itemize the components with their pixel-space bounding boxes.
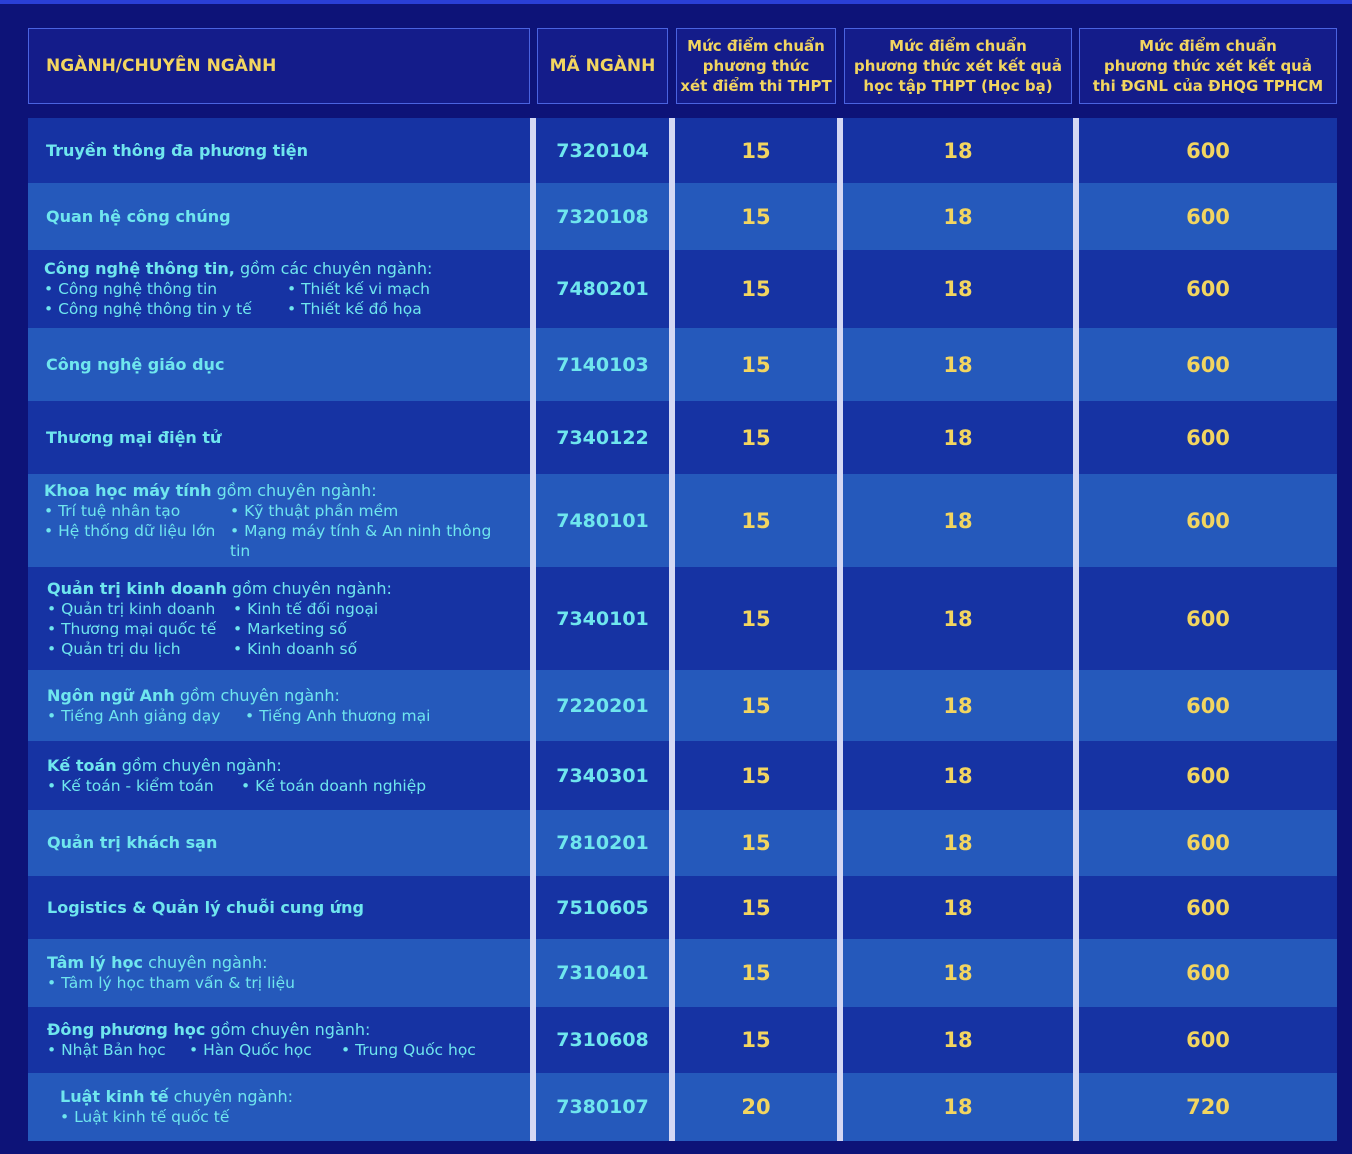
- specialization-list: [47, 776, 461, 796]
- table-row: [28, 670, 1337, 741]
- table-row: [28, 250, 1337, 328]
- specialization-item: • Thiết kế đồ họa: [287, 300, 422, 318]
- major-name-cell: [28, 1007, 530, 1073]
- header-major: NGÀNH/CHUYÊN NGÀNH: [28, 28, 530, 104]
- major-name: [44, 259, 487, 319]
- major-name: [47, 953, 347, 993]
- major-name: [47, 1020, 501, 1060]
- dgnl-score: 600: [1186, 508, 1230, 533]
- specialization-item: • Marketing số: [233, 619, 347, 638]
- specialization-item: • Công nghệ thông tin: [44, 280, 218, 298]
- thpt-score: 15: [741, 1028, 771, 1052]
- thpt-score: 15: [741, 204, 771, 229]
- dgnl-score: 600: [1186, 138, 1230, 163]
- header-code: MÃ NGÀNH: [537, 28, 668, 104]
- table-row: [28, 810, 1337, 876]
- major-title-rest: gồm chuyên ngành:: [174, 685, 340, 705]
- specialization-item: • Kinh tế đối ngoại: [233, 599, 379, 618]
- specialization-item: • Hệ thống dữ liệu lớn: [44, 521, 216, 540]
- column-separator: [530, 118, 536, 1141]
- major-title-bold: Quản trị kinh doanh: [47, 578, 227, 598]
- major-name: [46, 207, 231, 227]
- major-title: [46, 428, 221, 448]
- table-row: [28, 1007, 1337, 1073]
- major-name: [46, 428, 221, 448]
- dgnl-score: 600: [1186, 606, 1230, 631]
- major-name-cell: [28, 939, 530, 1007]
- column-separator: [669, 118, 675, 1141]
- major-title: [47, 686, 465, 706]
- major-name-cell: [28, 567, 530, 670]
- thpt-score: 15: [741, 895, 771, 920]
- hocba-score: 18: [943, 508, 973, 533]
- thpt-score: 15: [741, 277, 771, 301]
- specialization-item: • Công nghệ thông tin y tế: [44, 300, 252, 318]
- hocba-score: 18: [943, 1095, 973, 1119]
- column-separator: [1073, 118, 1079, 1141]
- hocba-score: 18: [943, 204, 973, 229]
- major-title: [47, 579, 433, 599]
- specialization-item: • Trung Quốc học: [341, 1041, 476, 1059]
- major-title: [46, 355, 224, 375]
- table-row: [28, 876, 1337, 939]
- specialization-item: • Tâm lý học tham vấn & trị liệu: [47, 974, 295, 992]
- bottom-margin: [0, 1141, 1352, 1154]
- major-title-bold: Quan hệ công chúng: [46, 206, 231, 226]
- major-title-bold: Logistics & Quản lý chuỗi cung ứng: [47, 897, 364, 917]
- major-code: 7340122: [556, 426, 649, 449]
- major-name-cell: [28, 741, 530, 810]
- thpt-score: 15: [741, 606, 771, 631]
- major-title-bold: Đông phương học: [47, 1020, 206, 1039]
- major-name: [60, 1087, 360, 1127]
- table-row: [28, 328, 1337, 401]
- major-name: [46, 141, 308, 161]
- major-code: 7340301: [556, 764, 649, 787]
- specialization-item: • Mạng máy tính & An ninh thông tin: [230, 521, 492, 560]
- thpt-score: 15: [741, 425, 771, 450]
- hocba-score: 18: [943, 352, 973, 377]
- specialization-list: [47, 1040, 501, 1060]
- dgnl-score: 600: [1186, 425, 1230, 450]
- thpt-score: 15: [741, 831, 771, 855]
- thpt-score: 15: [741, 138, 771, 163]
- major-code: 7340101: [556, 607, 649, 630]
- specialization-item: • Kế toán doanh nghiệp: [241, 776, 427, 795]
- major-title-rest: gồm chuyên ngành:: [226, 578, 392, 598]
- thpt-score: 15: [741, 763, 771, 788]
- specialization-list: [47, 599, 433, 659]
- table-header: [28, 28, 1337, 106]
- specialization-item: • Kế toán - kiểm toán: [47, 776, 214, 795]
- dgnl-score: 600: [1186, 1028, 1230, 1052]
- major-name-cell: [28, 810, 530, 876]
- specialization-item: • Luật kinh tế quốc tế: [60, 1108, 230, 1126]
- hocba-score: 18: [943, 895, 973, 920]
- major-title-bold: Kế toán: [47, 755, 117, 775]
- table-row: [28, 939, 1337, 1007]
- specialization-item: • Trí tuệ nhân tạo: [44, 501, 181, 520]
- major-name-cell: [28, 250, 530, 328]
- table-row: [28, 1073, 1337, 1141]
- specialization-list: [47, 973, 347, 993]
- table-row: [28, 118, 1337, 183]
- major-title: [47, 833, 217, 853]
- major-title-rest: chuyên ngành:: [143, 953, 268, 972]
- thpt-score: 15: [741, 508, 771, 533]
- major-code: 7480101: [556, 509, 649, 532]
- major-title: [60, 1087, 360, 1107]
- hocba-score: 18: [943, 763, 973, 788]
- hocba-score: 18: [943, 277, 973, 301]
- specialization-item: • Tiếng Anh giảng dạy: [47, 706, 221, 725]
- major-title-rest: gồm các chuyên ngành:: [234, 259, 433, 278]
- specialization-item: • Quản trị kinh doanh: [47, 599, 216, 618]
- table-row: [28, 474, 1337, 567]
- major-code: 7310608: [556, 1029, 649, 1051]
- hocba-score: 18: [943, 1028, 973, 1052]
- header-thpt-score: Mức điểm chuẩn phương thức xét điểm thi THPT: [676, 28, 836, 104]
- specialization-item: • Thiết kế vi mạch: [287, 280, 430, 298]
- major-code: 7810201: [556, 832, 649, 854]
- major-title: [46, 141, 308, 161]
- major-title-rest: chuyên ngành:: [168, 1087, 294, 1106]
- major-name: [47, 686, 465, 726]
- major-title-bold: Luật kinh tế: [60, 1087, 169, 1106]
- major-code: 7310401: [556, 962, 649, 984]
- specialization-item: • Kỹ thuật phần mềm: [230, 501, 399, 520]
- dgnl-score: 600: [1186, 693, 1230, 718]
- thpt-score: 15: [741, 961, 771, 985]
- major-name-cell: [28, 183, 530, 250]
- hocba-score: 18: [943, 606, 973, 631]
- dgnl-score: 600: [1186, 895, 1230, 920]
- admission-score-table: [28, 28, 1337, 1126]
- major-code: 7510605: [556, 896, 649, 919]
- column-separator: [837, 118, 843, 1141]
- major-name: [47, 833, 217, 853]
- major-title: [44, 259, 487, 279]
- major-title-bold: Ngôn ngữ Anh: [47, 685, 175, 705]
- specialization-item: • Quản trị du lịch: [47, 639, 181, 658]
- header-hocba-score: Mức điểm chuẩn phương thức xét kết quả học tập THPT (Học bạ): [844, 28, 1072, 104]
- major-name: [47, 756, 461, 796]
- major-title-bold: Công nghệ thông tin,: [44, 259, 235, 278]
- thpt-score: 15: [741, 693, 771, 718]
- major-name-cell: [28, 118, 530, 183]
- major-name-cell: [28, 474, 530, 567]
- major-title: [47, 756, 461, 776]
- dgnl-score: 600: [1186, 831, 1230, 855]
- hocba-score: 18: [943, 693, 973, 718]
- major-name-cell: [28, 876, 530, 939]
- specialization-item: • Thương mại quốc tế: [47, 619, 217, 638]
- major-title-bold: Quản trị khách sạn: [47, 833, 218, 852]
- major-title: [47, 953, 347, 973]
- dgnl-score: 600: [1186, 204, 1230, 229]
- major-title-bold: Truyền thông đa phương tiện: [46, 140, 308, 160]
- major-title-rest: gồm chuyên ngành:: [205, 1020, 371, 1039]
- dgnl-score: 600: [1186, 352, 1230, 377]
- specialization-item: • Hàn Quốc học: [189, 1041, 312, 1059]
- major-code: 7140103: [556, 353, 649, 376]
- major-name-cell: [28, 328, 530, 401]
- major-name: [47, 579, 433, 659]
- specialization-item: • Kinh doanh số: [233, 639, 358, 658]
- major-code: 7380107: [556, 1096, 649, 1118]
- major-name-cell: [28, 401, 530, 474]
- major-title-rest: gồm chuyên ngành:: [116, 755, 282, 775]
- thpt-score: 20: [741, 1095, 771, 1119]
- specialization-list: [44, 279, 487, 319]
- major-name: [46, 355, 224, 375]
- hocba-score: 18: [943, 831, 973, 855]
- major-code: 7220201: [556, 694, 649, 717]
- major-title: [47, 1020, 501, 1040]
- table-row: [28, 567, 1337, 670]
- specialization-list: [60, 1107, 360, 1127]
- hocba-score: 18: [943, 961, 973, 985]
- major-name: [47, 898, 364, 918]
- major-code: 7320104: [556, 139, 649, 162]
- major-title-bold: Khoa học máy tính: [44, 480, 212, 500]
- specialization-list: [44, 501, 510, 561]
- major-title: [46, 207, 231, 227]
- major-name-cell: [28, 1073, 530, 1141]
- major-title: [44, 481, 510, 501]
- major-code: 7480201: [556, 278, 649, 300]
- hocba-score: 18: [943, 425, 973, 450]
- major-title-rest: gồm chuyên ngành:: [211, 480, 377, 500]
- table-row: [28, 401, 1337, 474]
- hocba-score: 18: [943, 138, 973, 163]
- header-dgnl-score: Mức điểm chuẩn phương thức xét kết quả thi ĐGNL của ĐHQG TPHCM: [1079, 28, 1337, 104]
- dgnl-score: 720: [1186, 1095, 1230, 1119]
- thpt-score: 15: [741, 352, 771, 377]
- specialization-list: [47, 706, 465, 726]
- top-accent-bar: [0, 0, 1352, 4]
- table-row: [28, 183, 1337, 250]
- major-name: [44, 481, 510, 561]
- major-title: [47, 898, 364, 918]
- dgnl-score: 600: [1186, 277, 1230, 301]
- dgnl-score: 600: [1186, 763, 1230, 788]
- table-row: [28, 741, 1337, 810]
- specialization-item: • Nhật Bản học: [47, 1041, 166, 1059]
- dgnl-score: 600: [1186, 961, 1230, 985]
- major-code: 7320108: [556, 205, 649, 228]
- major-title-bold: Công nghệ giáo dục: [46, 354, 225, 374]
- major-title-bold: Tâm lý học: [47, 953, 144, 972]
- specialization-item: • Tiếng Anh thương mại: [245, 706, 431, 725]
- major-name-cell: [28, 670, 530, 741]
- major-title-bold: Thương mại điện tử: [46, 427, 222, 447]
